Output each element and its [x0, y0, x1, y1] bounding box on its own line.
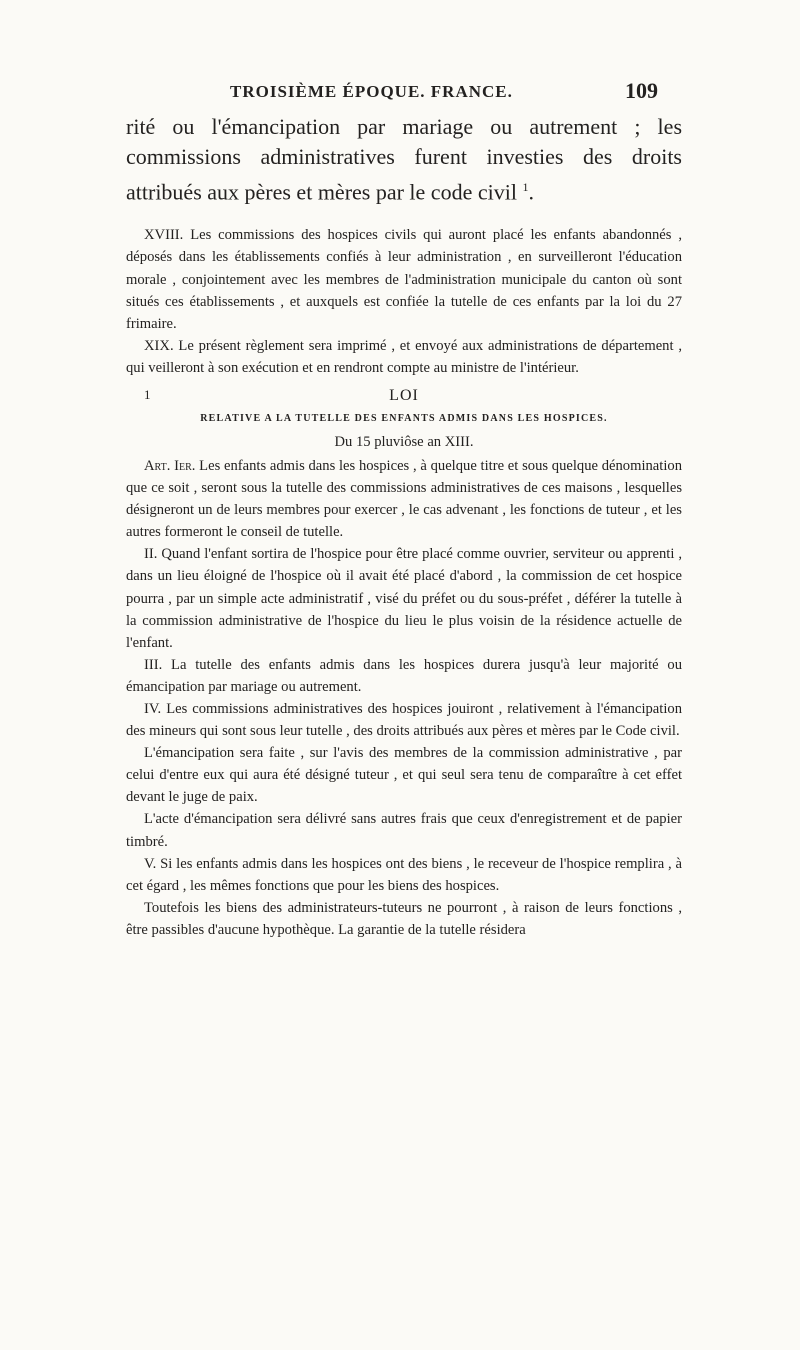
page-body [126, 112, 682, 941]
running-head: TROISIÈME ÉPOQUE. FRANCE. [230, 82, 513, 101]
continued-text: rité ou l'émancipation par mariage ou autrement ; les commissions administratives furent investies des droits attribués aux pères et mères par le code civil [126, 114, 682, 205]
lead-end: . [528, 179, 534, 205]
law-title: LOI [389, 386, 419, 404]
article-text: Les enfants admis dans les hospices , à quelque titre et sous quelque dénomination que ce soit , seront sous la tutelle des commissions administratives de ces maisons , lesquelles désigneront un de leurs membres pour exercer , le cas advenant , les fonctions de tuteur , et les autres formeront le conseil de tutelle. [126, 457, 682, 541]
law-mark: 1 [144, 386, 152, 402]
law-date: Du 15 pluviôse an XIII. [334, 433, 474, 450]
law-heading [126, 387, 682, 405]
law-article-2 [126, 543, 682, 653]
law-article-3 [126, 654, 682, 698]
article-text: Le présent règlement sera imprimé , et envoyé aux administrations de département , qui veilleront à son exécution et en rendront compte au ministre de l'intérieur. [126, 337, 682, 376]
article-label: XIX. [144, 337, 174, 354]
page-header [230, 78, 658, 106]
article-text: L'acte d'émancipation sera délivré sans autres frais que ceux d'enregistrement et de papier timbré. [126, 811, 682, 850]
law-article-4 [126, 698, 682, 742]
footnote-ref: 1 [522, 180, 529, 194]
article-text: L'émancipation sera faite , sur l'avis des membres de la commission administrative , par celui d'entre eux qui aura été désigné tuteur , et qui seul sera tenu de comparaître à cet effet devant le juge de paix. [126, 745, 682, 806]
article-label: V. [144, 855, 157, 872]
law-article-4-para-3 [126, 808, 682, 852]
law-article-5-para-2 [126, 897, 682, 941]
article-label: IV. [144, 701, 162, 718]
article-label: II. [144, 546, 158, 563]
law-article-4-para-2 [126, 742, 682, 808]
continued-paragraph [126, 112, 682, 207]
article-text: Quand l'enfant sortira de l'hospice pour être placé comme ouvrier, serviteur ou apprenti , dans un lieu éloigné de l'hospice où il avait été placé d'abord , la commission de cet hospice pourra , par un simple acte administratif , visé du préfet ou du sous-préfet , déférer la tutelle à la commission administrative de l'hospice du lieu le plus voisin de la résidence actuelle de l'enfant. [126, 546, 682, 651]
article-xix [126, 335, 682, 379]
law-article-1 [126, 455, 682, 543]
article-label: XVIII. [144, 227, 184, 244]
article-text: Les commissions des hospices civils qui auront placé les enfants abandonnés , déposés dans les établissements confiés à leur administration , en surveilleront l'éducation morale , conjointement avec les membres de l'administration municipale du canton où sont situés ces établissements , et auxquels est confiée la tutelle de ces enfants par la loi du 27 frimaire. [126, 227, 682, 332]
page-number: 109 [625, 78, 658, 103]
article-text: Toutefois les biens des administrateurs-tuteurs ne pourront , à raison de leurs fonctions , être passibles d'aucune hypothèque. La garantie de la tutelle résidera [126, 899, 682, 938]
article-label: Art. Ier. [144, 457, 196, 474]
article-text: Les commissions administratives des hospices jouiront , relativement à l'émancipation des mineurs qui sont sous leur tutelle , des droits attribués aux pères et mères par le Code civil. [126, 701, 682, 740]
article-xviii [126, 224, 682, 334]
article-label: III. [144, 656, 163, 673]
law-article-5 [126, 853, 682, 897]
article-text: La tutelle des enfants admis dans les hospices durera jusqu'à leur majorité ou émancipation par mariage ou autrement. [126, 656, 682, 695]
article-text: Si les enfants admis dans les hospices ont des biens , le receveur de l'hospice remplira , à cet égard , les mêmes fonctions que pour les biens des hospices. [126, 855, 682, 894]
law-subtitle: RELATIVE A LA TUTELLE DES ENFANTS ADMIS DANS LES HOSPICES. [200, 412, 608, 424]
